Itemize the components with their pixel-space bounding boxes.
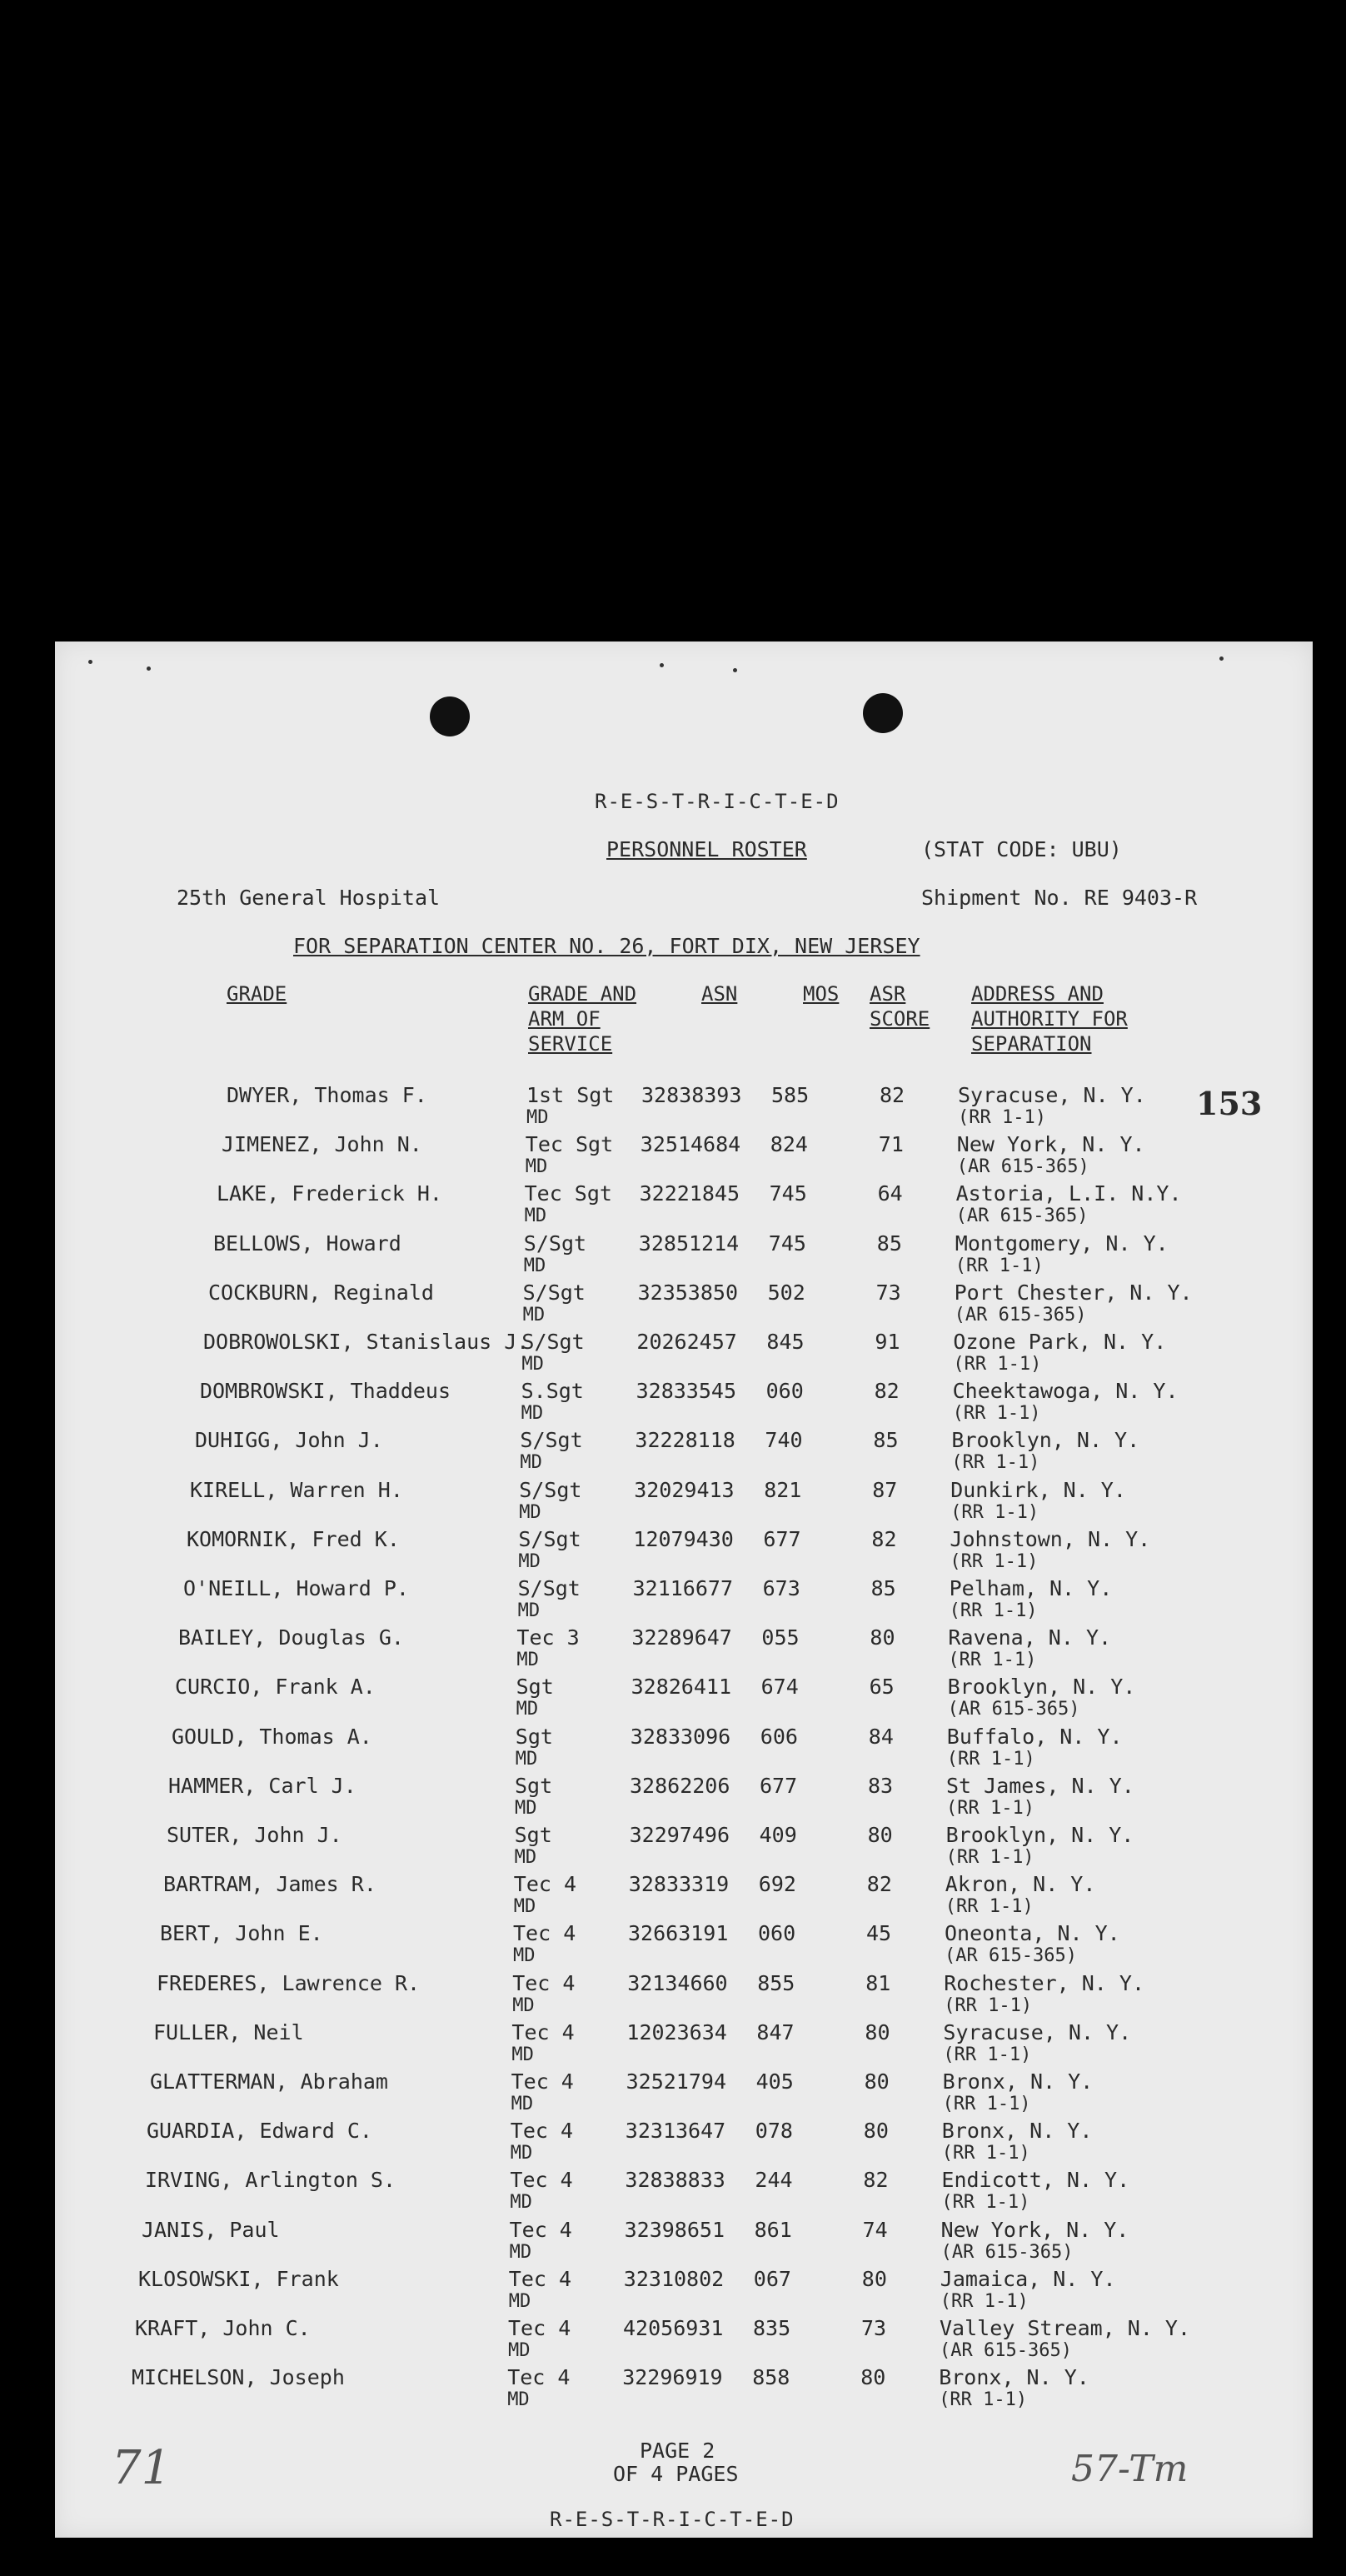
member-arm: MD: [523, 1255, 546, 1276]
member-score: 80: [861, 2266, 887, 2291]
footer-page: PAGE 2: [640, 2439, 715, 2463]
col-header-asn: ASN: [701, 982, 738, 1006]
member-address: Port Chester, N. Y.: [954, 1280, 1193, 1305]
member-grade: Tec 4: [509, 2217, 572, 2242]
roster-row: [55, 2365, 1313, 2414]
member-score: 82: [863, 2168, 889, 2193]
member-asn: 20262457: [636, 1330, 737, 1354]
member-address: Brooklyn, N. Y.: [951, 1428, 1140, 1453]
member-authority: (RR 1-1): [953, 1354, 1042, 1375]
restricted-footer: R-E-S-T-R-I-C-T-E-D: [550, 2508, 795, 2531]
member-name: GUARDIA, Edward C.: [147, 2119, 372, 2144]
member-address: Valley Stream, N. Y.: [940, 2316, 1191, 2340]
member-authority: (RR 1-1): [950, 1550, 1039, 1572]
member-arm: MD: [515, 1748, 538, 1770]
member-asn: 32310802: [623, 2266, 725, 2291]
member-authority: (AR 615-365): [940, 2340, 1072, 2361]
col-header-address: ADDRESS AND AUTHORITY FOR SEPARATION: [971, 982, 1128, 1056]
member-mos: 692: [758, 1872, 796, 1897]
member-authority: (RR 1-1): [958, 1107, 1046, 1128]
roster-sheet: [55, 642, 1313, 2538]
member-address: New York, N. Y.: [940, 2217, 1129, 2242]
member-authority: (RR 1-1): [942, 2094, 1031, 2114]
member-grade: Tec 4: [513, 1921, 576, 1946]
member-score: 80: [865, 2019, 890, 2044]
member-grade: 1st Sgt: [526, 1083, 615, 1107]
member-grade: Tec 4: [508, 2266, 572, 2291]
paper-speck: [147, 666, 151, 671]
member-mos: 502: [767, 1280, 805, 1305]
member-score: 80: [863, 2119, 889, 2144]
member-authority: (RR 1-1): [944, 1994, 1033, 2016]
paper-speck: [660, 663, 664, 667]
member-address: Montgomery, N. Y.: [955, 1231, 1169, 1256]
member-asn: 32833096: [630, 1724, 731, 1749]
roster-title: PERSONNEL ROSTER: [606, 837, 807, 861]
member-arm: MD: [524, 1206, 547, 1227]
member-mos: 858: [752, 2365, 790, 2390]
roster-row: [55, 2069, 1313, 2119]
member-asn: 32833545: [636, 1379, 737, 1404]
member-arm: MD: [519, 1501, 541, 1523]
member-name: BELLOWS, Howard: [213, 1231, 401, 1256]
member-score: 87: [872, 1477, 898, 1502]
member-grade: Sgt: [515, 1773, 553, 1798]
member-asn: 32514684: [640, 1132, 741, 1157]
member-authority: (RR 1-1): [939, 2389, 1028, 2411]
roster-row: [55, 1428, 1313, 1477]
member-name: DOBROWOLSKI, Stanislaus J.: [203, 1330, 530, 1354]
member-mos: 060: [758, 1921, 796, 1946]
member-name: BERT, John E.: [160, 1921, 323, 1946]
roster-row: [55, 1132, 1313, 1181]
member-authority: (AR 615-365): [945, 1945, 1077, 1967]
member-asn: 32116677: [632, 1576, 734, 1600]
member-address: Ravena, N. Y.: [948, 1625, 1112, 1650]
roster-row: [55, 2316, 1313, 2365]
paper-speck: [1219, 656, 1224, 661]
member-name: DUHIGG, John J.: [195, 1428, 383, 1453]
member-address: Jamaica, N. Y.: [940, 2266, 1116, 2291]
member-mos: 673: [762, 1576, 800, 1600]
member-name: DWYER, Thomas F.: [227, 1083, 427, 1107]
roster-row: [55, 1181, 1313, 1231]
member-asn: 32221845: [639, 1181, 740, 1206]
roster-row: [55, 1379, 1313, 1428]
member-name: MICHELSON, Joseph: [132, 2365, 345, 2390]
roster-row: [55, 2168, 1313, 2217]
member-score: 81: [865, 1970, 891, 1995]
member-asn: 32029413: [634, 1477, 735, 1502]
member-address: Buffalo, N. Y.: [946, 1724, 1123, 1749]
member-asn: 32663191: [628, 1921, 729, 1946]
member-address: Astoria, L.I. N.Y.: [955, 1181, 1182, 1206]
member-authority: (RR 1-1): [945, 1847, 1034, 1868]
member-authority: (RR 1-1): [948, 1650, 1037, 1671]
member-asn: 32838833: [625, 2168, 725, 2193]
member-grade: Tec 4: [510, 2119, 574, 2144]
member-asn: 32313647: [625, 2119, 726, 2144]
member-address: Syracuse, N. Y.: [943, 2019, 1132, 2044]
punch-hole-right: [863, 693, 903, 733]
member-score: 65: [869, 1675, 895, 1700]
member-grade: S/Sgt: [518, 1526, 581, 1551]
member-mos: 674: [760, 1675, 799, 1700]
member-name: KRAFT, John C.: [135, 2316, 311, 2340]
member-arm: MD: [508, 2340, 531, 2361]
member-mos: 677: [760, 1773, 798, 1798]
member-score: 45: [866, 1921, 892, 1946]
member-mos: 745: [769, 1181, 807, 1206]
col-header-mos: MOS: [803, 982, 840, 1006]
member-name: KLOSOWSKI, Frank: [138, 2266, 339, 2291]
member-authority: (AR 615-365): [954, 1304, 1087, 1325]
roster-row: [55, 1774, 1313, 1823]
member-name: BAILEY, Douglas G.: [178, 1625, 404, 1650]
roster-row: [55, 1725, 1313, 1774]
roster-row: [55, 2119, 1313, 2168]
member-name: GLATTERMAN, Abraham: [150, 2069, 388, 2094]
member-asn: 32134660: [627, 1970, 728, 1995]
member-address: Pelham, N. Y.: [949, 1576, 1113, 1600]
member-arm: MD: [515, 1797, 537, 1819]
member-arm: MD: [511, 2094, 534, 2114]
unit-name: 25th General Hospital: [177, 886, 441, 910]
member-address: Brooklyn, N. Y.: [945, 1823, 1134, 1847]
member-grade: Tec Sgt: [525, 1132, 614, 1157]
member-grade: Sgt: [515, 1724, 553, 1749]
col-header-asr: ASR SCORE: [870, 982, 930, 1031]
member-arm: MD: [521, 1354, 544, 1375]
member-authority: (RR 1-1): [941, 2143, 1030, 2164]
member-name: IRVING, Arlington S.: [145, 2168, 396, 2193]
roster-row: [55, 1823, 1313, 1872]
col-header-grade-arm: GRADE AND ARM OF SERVICE: [528, 982, 637, 1056]
member-mos: 677: [763, 1526, 801, 1551]
member-arm: MD: [510, 2143, 533, 2164]
member-address: Bronx, N. Y.: [941, 2119, 1093, 2144]
member-name: HAMMER, Carl J.: [168, 1773, 356, 1798]
member-address: Dunkirk, N. Y.: [950, 1477, 1126, 1502]
member-name: FREDERES, Lawrence R.: [157, 1970, 421, 1995]
member-score: 91: [875, 1330, 900, 1354]
member-arm: MD: [526, 1107, 549, 1128]
member-name: FULLER, Neil: [153, 2019, 304, 2044]
roster-row: [55, 1625, 1313, 1675]
member-arm: MD: [516, 1650, 539, 1671]
destination-line: FOR SEPARATION CENTER NO. 26, FORT DIX, NEW JERSEY: [293, 934, 920, 958]
member-address: Akron, N. Y.: [945, 1872, 1096, 1897]
member-asn: 32296919: [622, 2365, 723, 2390]
punch-hole-left: [430, 696, 470, 736]
member-grade: Tec 4: [512, 1970, 576, 1995]
member-mos: 244: [755, 2168, 793, 2193]
member-grade: Tec 4: [511, 2019, 575, 2044]
member-arm: MD: [525, 1156, 548, 1178]
member-address: St James, N. Y.: [946, 1773, 1134, 1798]
roster-row: [55, 2218, 1313, 2267]
member-arm: MD: [508, 2290, 531, 2312]
member-name: KOMORNIK, Fred K.: [187, 1526, 400, 1551]
member-arm: MD: [513, 1945, 536, 1967]
member-name: JANIS, Paul: [142, 2217, 280, 2242]
member-asn: 32826411: [631, 1675, 732, 1700]
footer-of-pages: OF 4 PAGES: [613, 2462, 739, 2486]
member-name: SUTER, John J.: [167, 1823, 342, 1847]
member-authority: (RR 1-1): [940, 2290, 1029, 2312]
member-address: Endicott, N. Y.: [941, 2168, 1130, 2193]
member-address: Johnstown, N. Y.: [950, 1526, 1151, 1551]
member-asn: 32521794: [626, 2069, 727, 2094]
member-score: 85: [876, 1231, 902, 1256]
roster-row: [55, 1527, 1313, 1576]
member-address: Oneonta, N. Y.: [945, 1921, 1120, 1946]
paper-speck: [733, 668, 737, 672]
member-authority: (AR 615-365): [955, 1206, 1089, 1227]
member-mos: 845: [766, 1330, 805, 1354]
member-asn: 32297496: [629, 1823, 730, 1847]
member-grade: S/Sgt: [517, 1576, 581, 1600]
roster-row: [55, 2020, 1313, 2069]
member-asn: 32838393: [641, 1083, 742, 1107]
member-grade: Tec Sgt: [524, 1181, 612, 1206]
member-name: COCKBURN, Reginald: [208, 1280, 434, 1305]
member-asn: 32398651: [624, 2217, 725, 2242]
member-grade: S/Sgt: [521, 1330, 585, 1354]
member-mos: 745: [768, 1231, 806, 1256]
member-mos: 847: [756, 2019, 795, 2044]
member-address: Brooklyn, N. Y.: [947, 1675, 1136, 1700]
member-grade: Tec 4: [507, 2365, 571, 2390]
member-name: CURCIO, Frank A.: [175, 1675, 376, 1700]
member-asn: 42056931: [623, 2316, 724, 2340]
roster-row: [55, 1281, 1313, 1330]
member-authority: (AR 615-365): [956, 1156, 1089, 1178]
member-mos: 821: [764, 1477, 802, 1502]
member-authority: (RR 1-1): [946, 1797, 1034, 1819]
member-authority: (RR 1-1): [951, 1452, 1040, 1474]
member-address: Bronx, N. Y.: [942, 2069, 1094, 2094]
member-mos: 055: [761, 1625, 800, 1650]
member-mos: 835: [753, 2316, 791, 2340]
member-asn: 32228118: [635, 1428, 735, 1453]
member-address: Cheektawoga, N. Y.: [952, 1379, 1179, 1404]
member-score: 84: [868, 1724, 894, 1749]
member-asn: 32851214: [638, 1231, 740, 1256]
member-score: 71: [878, 1132, 904, 1157]
member-arm: MD: [513, 1896, 536, 1918]
handwritten-note-left: 71: [112, 2441, 172, 2495]
member-score: 73: [861, 2316, 887, 2340]
member-arm: MD: [518, 1550, 541, 1572]
roster-row: [55, 1872, 1313, 1921]
member-authority: (RR 1-1): [949, 1600, 1038, 1621]
member-mos: 060: [765, 1379, 804, 1404]
member-arm: MD: [522, 1304, 546, 1325]
member-mos: 405: [755, 2069, 794, 2094]
member-grade: Tec 4: [510, 2168, 573, 2193]
member-name: DOMBROWSKI, Thaddeus: [200, 1379, 451, 1404]
member-address: Ozone Park, N. Y.: [953, 1330, 1167, 1354]
member-arm: MD: [521, 1403, 544, 1425]
member-arm: MD: [516, 1699, 539, 1720]
member-grade: S/Sgt: [523, 1231, 587, 1256]
member-arm: MD: [507, 2389, 530, 2411]
member-score: 80: [860, 2365, 886, 2390]
member-mos: 067: [753, 2266, 791, 2291]
member-name: JIMENEZ, John N.: [222, 1132, 422, 1157]
member-authority: (RR 1-1): [945, 1896, 1034, 1918]
member-score: 85: [873, 1428, 899, 1453]
member-mos: 606: [760, 1724, 798, 1749]
stat-code: (STAT CODE: UBU): [921, 837, 1122, 861]
member-arm: MD: [514, 1847, 537, 1868]
shipment-number: Shipment No. RE 9403-R: [921, 886, 1198, 910]
member-mos: 824: [770, 1132, 808, 1157]
member-authority: (RR 1-1): [950, 1501, 1039, 1523]
member-authority: (RR 1-1): [955, 1255, 1044, 1276]
member-asn: 32833319: [628, 1872, 730, 1897]
member-grade: Tec 4: [508, 2316, 571, 2340]
member-authority: (RR 1-1): [952, 1403, 1041, 1425]
member-grade: S/Sgt: [522, 1280, 586, 1305]
member-mos: 585: [771, 1083, 810, 1107]
member-authority: (AR 615-365): [947, 1699, 1080, 1720]
member-asn: 32862206: [630, 1773, 730, 1798]
member-name: KIRELL, Warren H.: [190, 1477, 403, 1502]
member-authority: (RR 1-1): [941, 2192, 1030, 2214]
member-authority: (RR 1-1): [943, 2044, 1032, 2065]
member-asn: 32353850: [637, 1280, 739, 1305]
member-grade: S.Sgt: [521, 1379, 584, 1404]
member-asn: 12079430: [633, 1526, 734, 1551]
member-address: Rochester, N. Y.: [944, 1970, 1145, 1995]
roster-row: [55, 1576, 1313, 1625]
member-name: O'NEILL, Howard P.: [183, 1576, 409, 1600]
member-address: Syracuse, N. Y.: [958, 1083, 1146, 1107]
roster-row: [55, 1675, 1313, 1724]
member-grade: S/Sgt: [520, 1428, 583, 1453]
member-name: GOULD, Thomas A.: [172, 1724, 372, 1749]
member-address: New York, N. Y.: [956, 1132, 1145, 1157]
roster-row: [55, 1971, 1313, 2020]
member-score: 82: [880, 1083, 905, 1107]
member-arm: MD: [510, 2192, 532, 2214]
member-mos: 078: [755, 2119, 793, 2144]
member-authority: (AR 615-365): [940, 2241, 1074, 2263]
member-asn: 32289647: [631, 1625, 732, 1650]
member-name: BARTRAM, James R.: [163, 1872, 376, 1897]
paper-speck: [88, 660, 92, 664]
member-arm: MD: [517, 1600, 541, 1621]
roster-row: [55, 1478, 1313, 1527]
roster-row: [55, 1083, 1313, 1132]
member-arm: MD: [511, 2044, 534, 2065]
member-mos: 855: [757, 1970, 795, 1995]
member-score: 74: [862, 2217, 888, 2242]
member-score: 83: [868, 1773, 894, 1798]
member-name: LAKE, Frederick H.: [217, 1181, 442, 1206]
member-address: Bronx, N. Y.: [939, 2365, 1089, 2390]
member-mos: 740: [765, 1428, 803, 1453]
member-score: 73: [875, 1280, 901, 1305]
member-arm: MD: [520, 1452, 542, 1474]
member-score: 82: [871, 1526, 897, 1551]
member-score: 80: [867, 1823, 893, 1847]
member-score: 64: [877, 1181, 903, 1206]
member-grade: Sgt: [516, 1675, 554, 1700]
member-grade: S/Sgt: [519, 1477, 582, 1502]
member-grade: Tec 3: [516, 1625, 580, 1650]
member-mos: 409: [759, 1823, 797, 1847]
roster-row: [55, 1231, 1313, 1281]
member-arm: MD: [509, 2241, 532, 2263]
member-authority: (RR 1-1): [946, 1748, 1035, 1770]
member-score: 82: [866, 1872, 892, 1897]
member-grade: Tec 4: [513, 1872, 577, 1897]
member-grade: Tec 4: [511, 2069, 574, 2094]
member-score: 82: [874, 1379, 900, 1404]
roster-row: [55, 1330, 1313, 1379]
member-score: 85: [870, 1576, 896, 1600]
member-asn: 12023634: [626, 2019, 727, 2044]
roster-row: [55, 2267, 1313, 2316]
member-score: 80: [870, 1625, 895, 1650]
page-number-stamp: 153: [1196, 1085, 1263, 1122]
member-score: 80: [864, 2069, 890, 2094]
roster-row: [55, 1921, 1313, 1970]
handwritten-note-right: 57-Tm: [1071, 2448, 1189, 2490]
restricted-header: R-E-S-T-R-I-C-T-E-D: [595, 790, 840, 813]
col-header-grade: GRADE: [227, 982, 287, 1006]
member-grade: Sgt: [514, 1823, 552, 1847]
member-mos: 861: [754, 2217, 792, 2242]
member-arm: MD: [512, 1994, 535, 2016]
